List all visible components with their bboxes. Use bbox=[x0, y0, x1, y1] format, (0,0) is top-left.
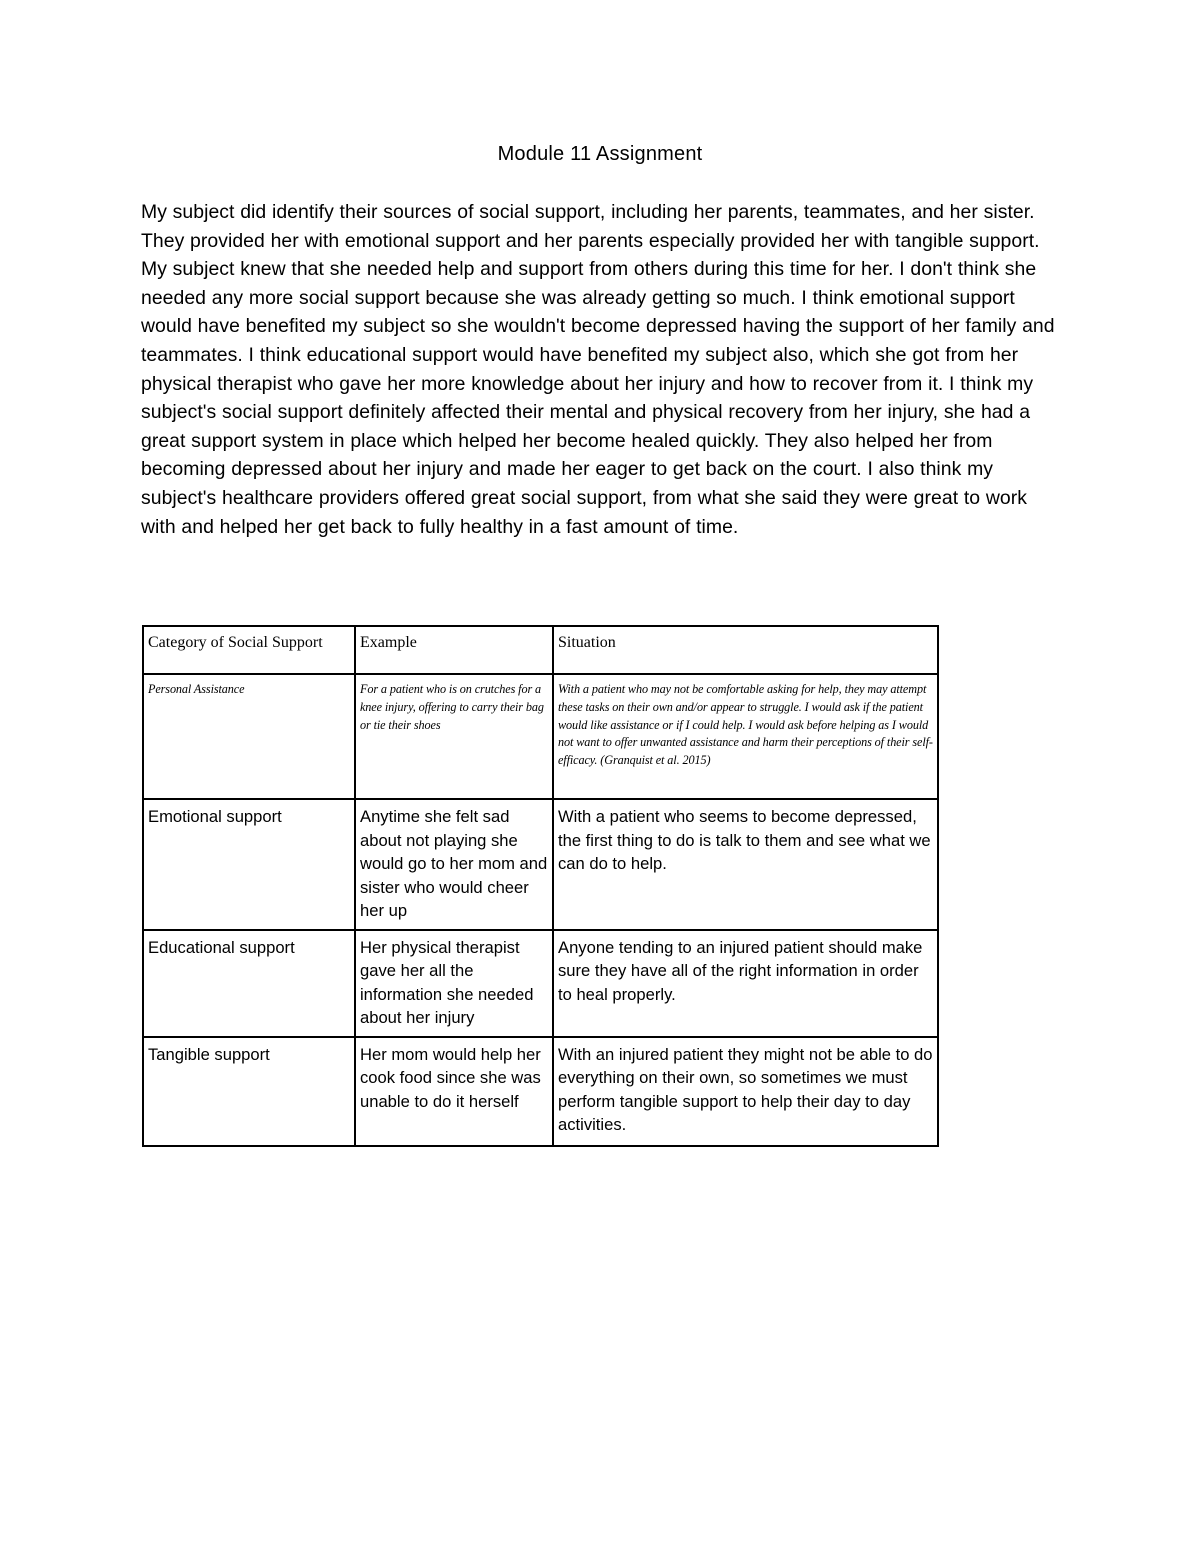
document-title: Module 11 Assignment bbox=[497, 143, 703, 165]
header-category: Category of Social Support bbox=[143, 626, 355, 674]
cell-example: Anytime she felt sad about not playing she would go to her mom and sister who would cheer her up bbox=[355, 799, 553, 930]
cell-situation: With a patient who seems to become depressed, the first thing to do is talk to them and see what we can do to help. bbox=[553, 799, 938, 930]
header-situation: Situation bbox=[553, 626, 938, 674]
table-row-emotional-support bbox=[143, 799, 938, 930]
cell-example: Her physical therapist gave her all the information she needed about her injury bbox=[355, 930, 553, 1037]
cell-category: Educational support bbox=[143, 930, 355, 1037]
cell-example: For a patient who is on crutches for a knee injury, offering to carry their bag or tie their shoes bbox=[355, 674, 553, 799]
cell-situation: Anyone tending to an injured patient should make sure they have all of the right information in order to heal properly. bbox=[553, 930, 938, 1037]
table-row-personal-assistance bbox=[143, 674, 938, 799]
body-paragraph: My subject did identify their sources of social support, including her parents, teammates, and her sister. They provided her with emotional support and her parents especially provided her with tangible support. My subject knew that she needed help and support from others during this time for her. I don't think she needed any more social support because she was already getting so much. I think emotional support would have benefited my subject so she wouldn't become depressed having the support of her family and teammates. I think educational support would have benefited my subject also, which she got from her physical therapist who gave her more knowledge about her injury and how to recover from it. I think my subject's social support definitely affected their mental and physical recovery from her injury, she had a great support system in place which helped her become healed quickly. They also helped her from becoming depressed about her injury and made her eager to get back on the court. I also think my subject's healthcare providers offered great social support, from what she said they were great to work with and helped her get back to fully healthy in a fast amount of time. bbox=[141, 201, 1055, 538]
cell-situation: With a patient who may not be comfortable asking for help, they may attempt these tasks on their own and/or appear to struggle. I would ask if the patient would like assistance or if I could help. I would ask before helping as I would not want to offer unwanted assistance and harm their perceptions of their self-efficacy. (Granquist et al. 2015) bbox=[553, 674, 938, 799]
header-example: Example bbox=[355, 626, 553, 674]
social-support-table bbox=[142, 625, 939, 1147]
table-row-educational-support bbox=[143, 930, 938, 1037]
table-row-tangible-support bbox=[143, 1037, 938, 1146]
cell-category: Emotional support bbox=[143, 799, 355, 930]
cell-category: Personal Assistance bbox=[143, 674, 355, 799]
cell-situation: With an injured patient they might not be able to do everything on their own, so sometimes we must perform tangible support to help their day to day activities. bbox=[553, 1037, 938, 1146]
cell-category: Tangible support bbox=[143, 1037, 355, 1146]
table-header-row bbox=[143, 626, 938, 674]
cell-example: Her mom would help her cook food since she was unable to do it herself bbox=[355, 1037, 553, 1146]
